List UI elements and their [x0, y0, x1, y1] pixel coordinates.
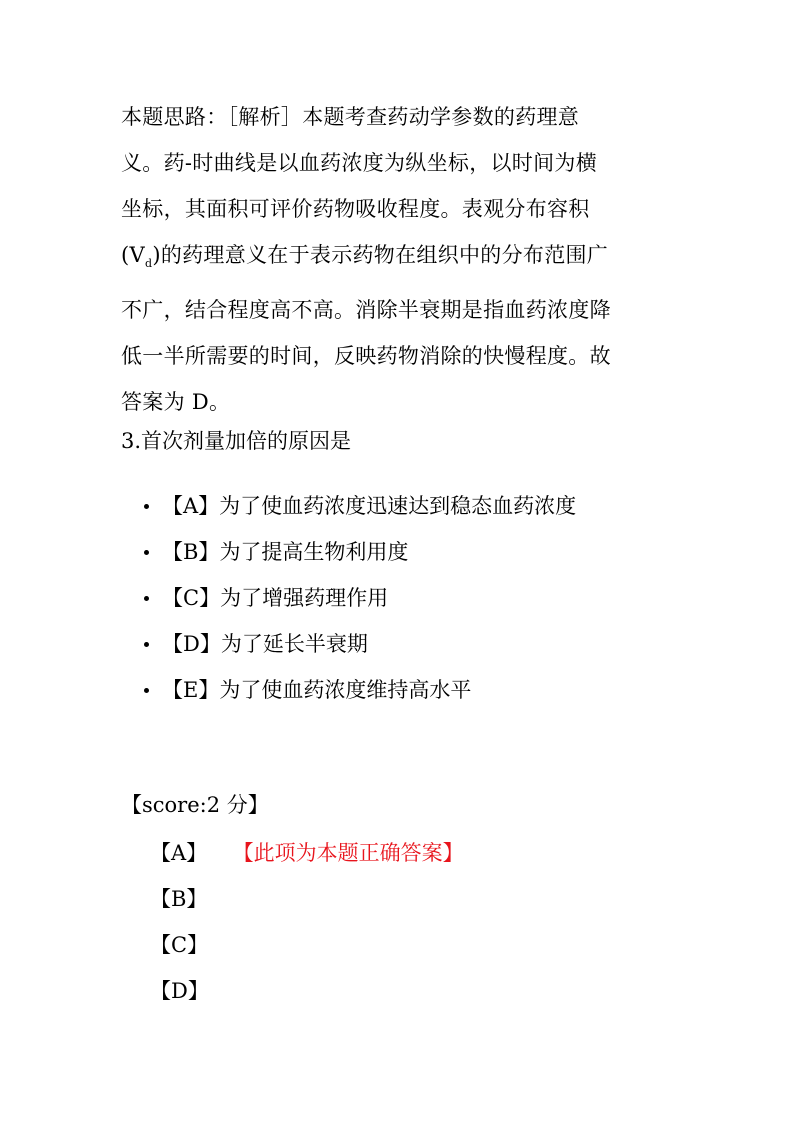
option-label: 【D】 [162, 632, 221, 656]
analysis-line: 低一半所需要的时间，反映药物消除的快慢程度。故 [121, 344, 611, 369]
option-c [140, 575, 576, 621]
option-label: 【B】 [162, 540, 220, 564]
answer-label: 【D】 [150, 979, 209, 1003]
option-label: 【A】 [162, 494, 220, 518]
option-e [140, 667, 576, 713]
bullet-icon [144, 688, 149, 693]
option-d [140, 621, 576, 667]
answer-label: 【A】 [150, 841, 208, 865]
answer-row-a [150, 830, 464, 876]
answer-row-c [150, 922, 464, 968]
option-text: 为了使血药浓度迅速达到稳态血药浓度 [219, 494, 577, 518]
bullet-icon [144, 550, 149, 555]
bullet-icon [144, 504, 149, 509]
answer-label: 【C】 [150, 933, 209, 957]
bullet-icon [144, 642, 149, 647]
option-text: 为了增强药理作用 [220, 586, 389, 610]
option-label: 【C】 [162, 586, 221, 610]
correct-answer-note: 【此项为本题正确答案】 [243, 841, 464, 865]
option-text: 为了延长半衰期 [220, 632, 368, 656]
vd-prefix: (V [121, 243, 145, 267]
bullet-icon [144, 596, 149, 601]
option-b [140, 529, 576, 575]
option-text: 为了提高生物利用度 [219, 540, 409, 564]
option-label: 【E】 [162, 678, 220, 702]
answer-row-b [150, 876, 464, 922]
option-text: 为了使血药浓度维持高水平 [219, 678, 472, 702]
analysis-line: 坐标，其面积可评价药物吸收程度。表观分布容积 [121, 197, 590, 221]
options-list [140, 483, 576, 713]
analysis-line: 不广，结合程度高不高。消除半衰期是指血药浓度降 [121, 298, 611, 323]
analysis-paragraph [121, 94, 681, 425]
score-label: 【score:2 分】 [121, 793, 269, 817]
analysis-line: 答案为 D。 [121, 390, 231, 415]
question-title: 3.首次剂量加倍的原因是 [121, 429, 352, 453]
vd-subscript: d [144, 257, 153, 271]
answer-row-d [150, 968, 464, 1014]
analysis-line: 义。药-时曲线是以血药浓度为纵坐标，以时间为横 [121, 151, 597, 175]
answer-label: 【B】 [150, 887, 208, 911]
analysis-line-text: 的药理意义在于表示药物在组织中的分布范围广 [160, 243, 609, 267]
option-a [140, 483, 576, 529]
vd-suffix: ) [152, 243, 161, 267]
analysis-line-vd [121, 232, 681, 287]
answer-key [150, 830, 464, 1014]
analysis-line: 本题思路：［解析］本题考查药动学参数的药理意 [121, 105, 580, 129]
